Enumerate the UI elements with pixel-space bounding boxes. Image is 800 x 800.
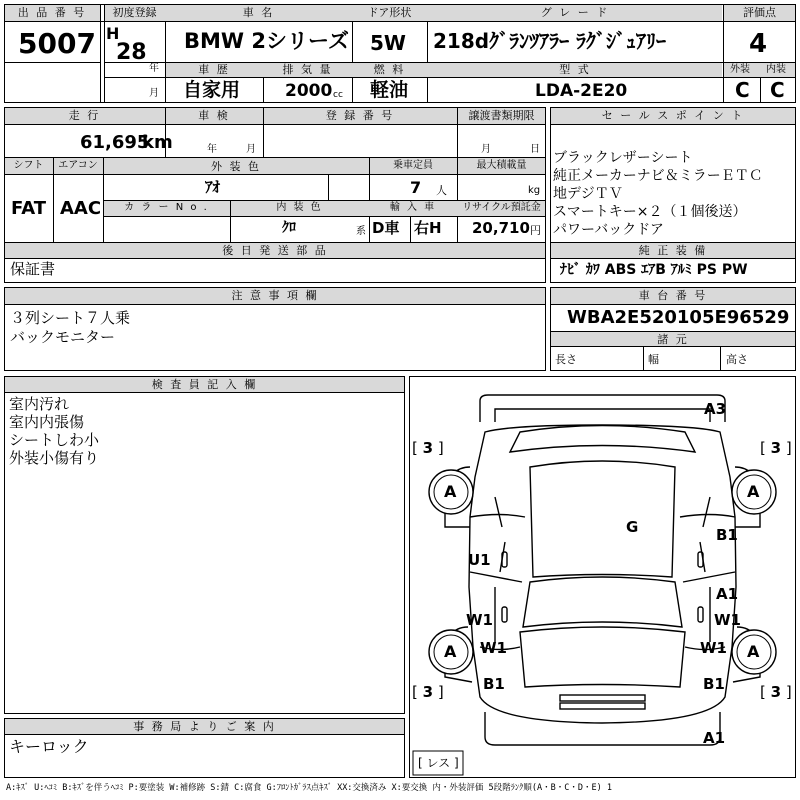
mileage-unit: km	[142, 132, 173, 153]
tread-front-left: [ 3 ]	[412, 683, 444, 701]
genuine-equipment-label: 純 正 装 備	[638, 244, 708, 257]
aircon-label: エアコン	[58, 160, 98, 171]
exterior-label: 外装	[730, 64, 750, 75]
mark-left-front-door: W1	[466, 611, 493, 629]
transfer-month-unit: 月	[481, 144, 491, 155]
tire-mark-rear-left: A	[444, 482, 457, 501]
sales-line: パワーバックドア	[553, 222, 664, 238]
model-label: 型 式	[559, 63, 591, 76]
era-letter: H	[106, 24, 120, 43]
sales-line: 地デジＴＶ	[553, 186, 623, 202]
first-reg-label: 初度登録	[112, 6, 157, 19]
capacity-unit: 人	[436, 184, 447, 197]
inspector-line: シートしわ小	[9, 431, 100, 449]
width-label: 幅	[648, 353, 659, 366]
car-diagram	[409, 376, 796, 778]
door-label: ドア形状	[367, 6, 412, 19]
recycle-label: リサイクル預託金	[462, 202, 541, 213]
sales-line: ブラックレザーシート	[553, 150, 693, 166]
history-value: 自家用	[183, 79, 241, 101]
car-name-label: 車 名	[242, 6, 275, 19]
recycle-unit: 円	[530, 224, 541, 237]
chassis-label: 車 台 番 号	[638, 289, 708, 302]
transfer-label: 譲渡書類期限	[468, 109, 535, 122]
tread-rear-right: [ 3 ]	[760, 439, 792, 457]
import-value: D車	[372, 219, 400, 237]
car-outline	[410, 377, 795, 777]
year-unit: 年	[149, 63, 159, 74]
model-value: LDA-2E20	[535, 81, 628, 101]
mark-right-front-fender: W1	[700, 639, 727, 657]
lot-label: 出 品 番 号	[17, 6, 87, 19]
shift-value: FAT	[11, 198, 47, 219]
mark-rear-bumper: A3	[704, 400, 727, 418]
reg-number-label: 登 録 番 号	[325, 109, 395, 122]
inspector-line: 外装小傷有り	[9, 449, 100, 467]
tread-front-right: [ 3 ]	[760, 683, 792, 701]
mark-right-front-corner: B1	[703, 675, 725, 693]
height-label: 高さ	[726, 353, 748, 366]
length-label: 長さ	[555, 353, 577, 366]
later-parts-value: 保証書	[10, 260, 56, 278]
specs-label: 諸 元	[657, 333, 689, 346]
spare-tire-label: [ レス ]	[418, 756, 459, 770]
score-label: 評価点	[743, 6, 776, 19]
reg-year: 28	[116, 40, 147, 65]
notes-lines	[10, 309, 130, 347]
month-unit: 月	[149, 88, 159, 99]
aircon-value: AAC	[60, 198, 102, 219]
door-type: 5W	[370, 31, 406, 55]
sales-point-lines	[553, 149, 763, 239]
inspector-line: 室内内張傷	[9, 413, 85, 431]
transfer-day-unit: 日	[530, 144, 540, 155]
capacity-value: 7	[410, 178, 422, 197]
office-label: 事 務 局 よ り ご 案 内	[133, 720, 276, 733]
interior-grade: C	[770, 78, 785, 102]
inspection-label: 車 検	[198, 109, 230, 122]
exterior-grade: C	[735, 78, 750, 102]
lot-number: 5007	[18, 27, 96, 60]
capacity-label: 乗車定員	[393, 160, 433, 171]
recycle-value: 20,710	[472, 219, 530, 237]
mark-right-rear-door: A1	[716, 585, 739, 603]
max-load-label: 最大積載量	[476, 160, 527, 171]
grade-value: 218dｸﾞﾗﾝﾂｱﾗｰ ﾗｸﾞｼﾞｭｱﾘｰ	[433, 29, 667, 53]
tire-mark-front-left: A	[444, 642, 457, 661]
interior-label: 内装	[766, 64, 786, 75]
history-label: 車 歴	[198, 63, 230, 76]
mark-right-front-door: W1	[714, 611, 741, 629]
mark-left-front-corner: B1	[483, 675, 505, 693]
genuine-equipment-value: ﾅﾋﾞ ｶﾜ ABS ｴｱB ｱﾙﾐ PS PW	[560, 262, 748, 278]
inspection-month-unit: 月	[246, 144, 256, 155]
tread-rear-left: [ 3 ]	[412, 439, 444, 457]
mark-left-rear-door: U1	[468, 551, 491, 569]
inspector-line: 室内汚れ	[9, 395, 70, 413]
int-color-label: 内 装 色	[276, 202, 323, 213]
int-color-unit: 系	[356, 226, 366, 237]
shift-label: シフト	[13, 160, 44, 171]
mileage-label: 走 行	[68, 109, 101, 122]
mark-right-rear-fender: B1	[716, 526, 738, 544]
later-parts-label: 後 日 発 送 部 品	[222, 244, 328, 257]
displacement-value: 2000	[285, 81, 333, 101]
tire-mark-rear-right: A	[747, 482, 760, 501]
mark-roof: G	[626, 518, 639, 536]
notes-label: 注 意 事 項 欄	[231, 289, 319, 302]
displacement-label: 排 気 量	[282, 63, 333, 76]
car-name: BMW 2シリーズ	[184, 29, 349, 53]
inspector-label: 検 査 員 記 入 欄	[151, 378, 258, 391]
mileage-value: 61,695	[80, 132, 150, 153]
displacement-unit: cc	[333, 90, 343, 100]
ext-color-label: 外 装 色	[211, 160, 261, 173]
inspector-lines	[9, 395, 99, 467]
inspection-year-unit: 年	[207, 144, 217, 155]
fuel-value: 軽油	[370, 79, 409, 101]
int-color-value: ｸﾛ	[282, 220, 296, 236]
score-value: 4	[749, 29, 768, 59]
tire-mark-front-right: A	[747, 642, 760, 661]
chassis-number: WBA2E520105E96529	[567, 307, 790, 328]
grade-label: グ レ ー ド	[540, 6, 610, 19]
legend: A:ｷｽﾞ U:ﾍｺﾐ B:ｷｽﾞを伴うﾍｺﾐ P:要塗装 W:補修跡 S:錆 C:腐食 G:ﾌﾛﾝﾄｶﾞﾗｽ点ｷｽﾞ XX:交換済み X:要交換 内・外装評価 5段階ﾗﾝｸ順(A・B・C・D・E) 1	[6, 783, 612, 793]
note-line: バックモニター	[10, 328, 116, 346]
color-no-label: カ ラ ー N o .	[124, 202, 209, 213]
sales-line: スマートキー×２（１個後送）	[553, 204, 747, 220]
steering-value: 右H	[414, 219, 442, 237]
office-value: キーロック	[9, 737, 89, 756]
max-load-unit: kg	[528, 185, 541, 196]
sales-point-label: セ ー ル ス ポ イ ン ト	[601, 109, 745, 122]
ext-color-value: ｱｵ	[205, 178, 221, 196]
mark-left-front-fender: W1	[480, 639, 507, 657]
import-label: 輸 入 車	[389, 202, 437, 213]
note-line: ３列シート７人乗	[10, 309, 131, 327]
fuel-label: 燃 料	[373, 63, 406, 76]
mark-front-bumper: A1	[703, 729, 726, 747]
sales-line: 純正メーカーナビ＆ミラーＥＴＣ	[553, 168, 763, 184]
